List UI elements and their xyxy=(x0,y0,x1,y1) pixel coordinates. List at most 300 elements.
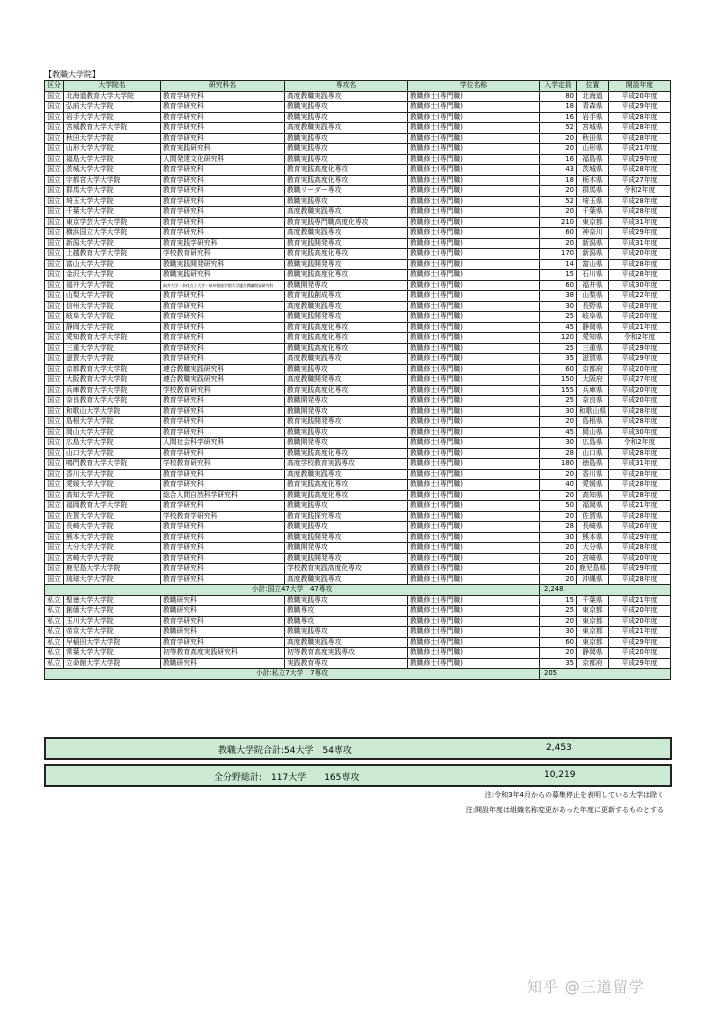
table-row xyxy=(45,217,671,228)
cell-department: 教育学研究科 xyxy=(161,406,285,417)
cell-degree: 教職修士(専門職) xyxy=(408,490,540,501)
cell-capacity: 20 xyxy=(540,616,577,627)
cell-year: 平成27年度 xyxy=(609,375,671,386)
cell-kubun: 国立 xyxy=(45,354,64,365)
cell-major: 教職実践専攻 xyxy=(285,522,408,533)
cell-kubun: 私立 xyxy=(45,627,64,638)
cell-capacity: 60 xyxy=(540,228,577,239)
cell-location: 愛知県 xyxy=(577,333,609,344)
cell-degree: 教職修士(専門職) xyxy=(408,291,540,302)
cell-kubun: 私立 xyxy=(45,616,64,627)
total-kyoshoku-label: 教職大学院合計:54大学 54専攻 xyxy=(218,746,352,756)
national-rows xyxy=(45,91,671,585)
cell-university: 茨城大学大学院 xyxy=(64,165,161,176)
subtotal-row-private xyxy=(45,669,671,680)
cell-location: 埼玉県 xyxy=(577,196,609,207)
cell-capacity: 15 xyxy=(540,270,577,281)
table-row xyxy=(45,459,671,470)
cell-university: 愛媛大学大学院 xyxy=(64,480,161,491)
cell-capacity: 20 xyxy=(540,564,577,575)
cell-capacity: 60 xyxy=(540,637,577,648)
cell-university: 信州大学大学院 xyxy=(64,301,161,312)
cell-capacity: 18 xyxy=(540,175,577,186)
cell-degree: 教職修士(専門職) xyxy=(408,217,540,228)
cell-location: 長崎県 xyxy=(577,522,609,533)
cell-capacity: 20 xyxy=(540,144,577,155)
cell-department: 学校教育研究科 xyxy=(161,459,285,470)
cell-degree: 教職修士(専門職) xyxy=(408,459,540,470)
cell-university: 宮崎大学大学院 xyxy=(64,553,161,564)
cell-major: 教育実践高度化専攻 xyxy=(285,480,408,491)
cell-capacity: 30 xyxy=(540,406,577,417)
cell-year: 平成20年度 xyxy=(609,553,671,564)
cell-location: 東京都 xyxy=(577,606,609,617)
cell-major: 教育実践高度化専攻 xyxy=(285,165,408,176)
cell-major: 教職実践専攻 xyxy=(285,427,408,438)
total-kyoshoku-value: 2,453 xyxy=(546,743,572,753)
cell-capacity: 14 xyxy=(540,259,577,270)
cell-major: 教職専攻 xyxy=(285,616,408,627)
cell-department: 教育学研究科 xyxy=(161,322,285,333)
cell-department: 総合人間自然科学研究科 xyxy=(161,490,285,501)
cell-major: 高度学校教育実践専攻 xyxy=(285,459,408,470)
cell-degree: 教職修士(専門職) xyxy=(408,448,540,459)
table-row xyxy=(45,175,671,186)
cell-major: 教職実践専攻 xyxy=(285,112,408,123)
cell-year: 令和2年度 xyxy=(609,333,671,344)
cell-year: 平成21年度 xyxy=(609,501,671,512)
cell-kubun: 国立 xyxy=(45,91,64,102)
cell-major: 教職実践専攻 xyxy=(285,364,408,375)
cell-degree: 教職修士(専門職) xyxy=(408,259,540,270)
cell-capacity: 180 xyxy=(540,459,577,470)
table-row xyxy=(45,354,671,365)
cell-year: 平成20年度 xyxy=(609,616,671,627)
cell-major: 教育実践専門職高度化専攻 xyxy=(285,217,408,228)
cell-degree: 教職修士(専門職) xyxy=(408,595,540,606)
cell-university: 秋田大学大学院 xyxy=(64,133,161,144)
cell-department: 教育学研究科 xyxy=(161,91,285,102)
cell-capacity: 20 xyxy=(540,469,577,480)
cell-location: 千葉県 xyxy=(577,207,609,218)
table-row xyxy=(45,343,671,354)
cell-department: 人間発達文化研究科 xyxy=(161,154,285,165)
cell-year: 平成20年度 xyxy=(609,648,671,659)
cell-year: 平成28年度 xyxy=(609,301,671,312)
table-row xyxy=(45,123,671,134)
cell-university: 山梨大学大学院 xyxy=(64,291,161,302)
cell-department: 教育学研究科 xyxy=(161,228,285,239)
cell-major: 教職実践高度化専攻 xyxy=(285,343,408,354)
cell-year: 平成29年度 xyxy=(609,343,671,354)
cell-year: 平成28年度 xyxy=(609,133,671,144)
total-all-label: 全分野総計: 117大学 165専攻 xyxy=(214,773,360,783)
cell-degree: 教職修士(専門職) xyxy=(408,375,540,386)
cell-major: 教職開発専攻 xyxy=(285,396,408,407)
cell-capacity: 45 xyxy=(540,427,577,438)
table-row xyxy=(45,406,671,417)
cell-degree: 教職修士(専門職) xyxy=(408,637,540,648)
cell-location: 長野県 xyxy=(577,301,609,312)
cell-capacity: 155 xyxy=(540,385,577,396)
cell-major: 教職開発専攻 xyxy=(285,406,408,417)
cell-location: 青森県 xyxy=(577,102,609,113)
cell-department: 教職研究科 xyxy=(161,606,285,617)
cell-university: 岡山大学大学院 xyxy=(64,427,161,438)
cell-kubun: 国立 xyxy=(45,175,64,186)
cell-degree: 教職修士(専門職) xyxy=(408,469,540,480)
table-row xyxy=(45,658,671,669)
cell-department: 教育学研究科 xyxy=(161,175,285,186)
cell-university: 三重大学大学院 xyxy=(64,343,161,354)
subtotal-national-value: 2,248 xyxy=(540,585,671,596)
table-row xyxy=(45,501,671,512)
cell-major: 実践教育専攻 xyxy=(285,658,408,669)
cell-capacity: 28 xyxy=(540,448,577,459)
cell-degree: 教職修士(専門職) xyxy=(408,207,540,218)
cell-capacity: 30 xyxy=(540,301,577,312)
cell-capacity: 150 xyxy=(540,375,577,386)
cell-department: 教育学研究科 xyxy=(161,354,285,365)
cell-location: 静岡県 xyxy=(577,648,609,659)
cell-year: 令和2年度 xyxy=(609,186,671,197)
cell-university: 聖徳大学大学院 xyxy=(64,595,161,606)
cell-university: 奈良教育大学大学院 xyxy=(64,396,161,407)
cell-capacity: 30 xyxy=(540,438,577,449)
cell-location: 東京都 xyxy=(577,616,609,627)
cell-degree: 教職修士(専門職) xyxy=(408,417,540,428)
cell-department: 教育学研究科 xyxy=(161,196,285,207)
header-major: 専攻名 xyxy=(285,81,408,92)
table-row xyxy=(45,154,671,165)
cell-major: 教育実践高度化専攻 xyxy=(285,175,408,186)
cell-major: 教育実践開発専攻 xyxy=(285,417,408,428)
cell-department: 教職実践開発研究科 xyxy=(161,259,285,270)
cell-year: 平成22年度 xyxy=(609,291,671,302)
cell-kubun: 国立 xyxy=(45,480,64,491)
section-title: 【教職大学院】 xyxy=(44,70,100,79)
cell-department: 教育学研究科 xyxy=(161,532,285,543)
cell-major: 教職開発専攻 xyxy=(285,438,408,449)
cell-year: 平成31年度 xyxy=(609,217,671,228)
cell-year: 平成20年度 xyxy=(609,91,671,102)
cell-degree: 教職修士(専門職) xyxy=(408,564,540,575)
cell-department: 初等教育高度実践研究科 xyxy=(161,648,285,659)
cell-major: 高度教職実践専攻 xyxy=(285,123,408,134)
cell-year: 平成26年度 xyxy=(609,522,671,533)
cell-department: 教育学研究科 xyxy=(161,522,285,533)
cell-location: 東京都 xyxy=(577,217,609,228)
cell-major: 教職実践専攻 xyxy=(285,144,408,155)
cell-degree: 教職修士(専門職) xyxy=(408,196,540,207)
cell-kubun: 国立 xyxy=(45,543,64,554)
table-row xyxy=(45,543,671,554)
table-row xyxy=(45,469,671,480)
cell-kubun: 国立 xyxy=(45,301,64,312)
cell-major: 教育実践開発専攻 xyxy=(285,238,408,249)
cell-kubun: 国立 xyxy=(45,154,64,165)
cell-kubun: 国立 xyxy=(45,291,64,302)
cell-department: 教育学研究科 xyxy=(161,343,285,354)
header-capacity: 入学定員 xyxy=(540,81,577,92)
table-row xyxy=(45,595,671,606)
cell-department: 教育学研究科 xyxy=(161,574,285,585)
cell-capacity: 210 xyxy=(540,217,577,228)
cell-university: 熊本大学大学院 xyxy=(64,532,161,543)
cell-kubun: 国立 xyxy=(45,448,64,459)
cell-department: 教育学研究科 xyxy=(161,207,285,218)
cell-major: 教職専攻 xyxy=(285,606,408,617)
table-row xyxy=(45,133,671,144)
table-row xyxy=(45,102,671,113)
cell-university: 上越教育大学大学院 xyxy=(64,249,161,260)
cell-capacity: 20 xyxy=(540,574,577,585)
header-kubun: 区分 xyxy=(45,81,64,92)
cell-kubun: 私立 xyxy=(45,658,64,669)
cell-major: 教育実践高度化専攻 xyxy=(285,249,408,260)
cell-kubun: 国立 xyxy=(45,259,64,270)
cell-kubun: 国立 xyxy=(45,459,64,470)
cell-year: 平成28年度 xyxy=(609,165,671,176)
cell-location: 熊本県 xyxy=(577,532,609,543)
cell-location: 島根県 xyxy=(577,417,609,428)
cell-capacity: 60 xyxy=(540,364,577,375)
cell-kubun: 国立 xyxy=(45,102,64,113)
cell-capacity: 30 xyxy=(540,627,577,638)
table-row xyxy=(45,249,671,260)
cell-university: 金沢大学大学院 xyxy=(64,270,161,281)
cell-university: 広島大学大学院 xyxy=(64,438,161,449)
cell-university: 宮城教育大学大学院 xyxy=(64,123,161,134)
cell-university: 福岡教育大学大学院 xyxy=(64,501,161,512)
cell-capacity: 16 xyxy=(540,112,577,123)
cell-year: 平成27年度 xyxy=(609,175,671,186)
cell-major: 教育実践探究専攻 xyxy=(285,511,408,522)
cell-year: 平成29年度 xyxy=(609,564,671,575)
total-kyoshoku-box xyxy=(44,737,672,760)
cell-location: 愛媛県 xyxy=(577,480,609,491)
cell-department: 教育学研究科 xyxy=(161,291,285,302)
cell-capacity: 35 xyxy=(540,658,577,669)
header-location: 位置 xyxy=(577,81,609,92)
cell-kubun: 国立 xyxy=(45,144,64,155)
cell-department: 教職研究科 xyxy=(161,627,285,638)
cell-location: 和歌山県 xyxy=(577,406,609,417)
cell-year: 平成31年度 xyxy=(609,459,671,470)
subtotal-private-label: 小計:私立7大学 7専攻 xyxy=(45,669,540,680)
cell-location: 新潟県 xyxy=(577,238,609,249)
cell-department: 教育学研究科 xyxy=(161,123,285,134)
cell-department: 教職実践研究科 xyxy=(161,270,285,281)
cell-major: 教育実践高度化専攻 xyxy=(285,385,408,396)
national-subtotal xyxy=(45,585,671,596)
cell-university: 千葉大学大学院 xyxy=(64,207,161,218)
table-row xyxy=(45,396,671,407)
cell-capacity: 43 xyxy=(540,165,577,176)
cell-university: 長崎大学大学院 xyxy=(64,522,161,533)
cell-kubun: 国立 xyxy=(45,490,64,501)
note-2: 注:開設年度は組織名称変更があった年度に更新するものとする xyxy=(465,806,664,814)
header-university: 大学院名 xyxy=(64,81,161,92)
cell-university: 鳴門教育大学大学院 xyxy=(64,459,161,470)
cell-capacity: 120 xyxy=(540,333,577,344)
cell-capacity: 16 xyxy=(540,154,577,165)
cell-kubun: 国立 xyxy=(45,186,64,197)
cell-location: 石川県 xyxy=(577,270,609,281)
cell-major: 教職実践開発専攻 xyxy=(285,312,408,323)
cell-degree: 教職修士(専門職) xyxy=(408,438,540,449)
cell-department: 教職研究科 xyxy=(161,595,285,606)
cell-degree: 教職修士(専門職) xyxy=(408,396,540,407)
cell-capacity: 80 xyxy=(540,91,577,102)
cell-year: 平成28年度 xyxy=(609,123,671,134)
cell-department: 教育学研究科 xyxy=(161,637,285,648)
cell-kubun: 国立 xyxy=(45,574,64,585)
cell-department: 教育学研究科 xyxy=(161,396,285,407)
table-row xyxy=(45,522,671,533)
cell-kubun: 私立 xyxy=(45,606,64,617)
cell-capacity: 15 xyxy=(540,595,577,606)
cell-capacity: 25 xyxy=(540,606,577,617)
cell-kubun: 私立 xyxy=(45,648,64,659)
cell-location: 福井県 xyxy=(577,280,609,291)
cell-kubun: 国立 xyxy=(45,532,64,543)
cell-university: 兵庫教育大学大学院 xyxy=(64,385,161,396)
cell-capacity: 20 xyxy=(540,648,577,659)
cell-department: 福井大学・奈良女子大学・岐阜聖徳学園大学連合教職開発研究科 xyxy=(161,280,285,291)
table-row xyxy=(45,574,671,585)
cell-year: 平成29年度 xyxy=(609,658,671,669)
cell-capacity: 45 xyxy=(540,322,577,333)
cell-major: 教職実践専攻 xyxy=(285,196,408,207)
cell-location: 東京都 xyxy=(577,637,609,648)
table-row xyxy=(45,91,671,102)
table-row xyxy=(45,322,671,333)
table-row xyxy=(45,112,671,123)
cell-major: 高度教職実践専攻 xyxy=(285,301,408,312)
table-row xyxy=(45,438,671,449)
cell-capacity: 40 xyxy=(540,480,577,491)
cell-department: 教育学研究科 xyxy=(161,427,285,438)
cell-degree: 教職修士(専門職) xyxy=(408,228,540,239)
cell-year: 平成28年度 xyxy=(609,448,671,459)
private-subtotal xyxy=(45,669,671,680)
cell-year: 平成21年度 xyxy=(609,144,671,155)
cell-university: 横浜国立大学大学院 xyxy=(64,228,161,239)
cell-location: 大阪府 xyxy=(577,375,609,386)
cell-university: 山形大学大学院 xyxy=(64,144,161,155)
cell-location: 香川県 xyxy=(577,469,609,480)
cell-location: 山口県 xyxy=(577,448,609,459)
cell-degree: 教職修士(専門職) xyxy=(408,165,540,176)
cell-university: 鹿児島大学大学院 xyxy=(64,564,161,575)
table-row xyxy=(45,532,671,543)
cell-capacity: 50 xyxy=(540,501,577,512)
cell-kubun: 国立 xyxy=(45,564,64,575)
cell-department: 教育学研究科 xyxy=(161,448,285,459)
table-row xyxy=(45,511,671,522)
table-row xyxy=(45,417,671,428)
cell-department: 教育学研究科 xyxy=(161,165,285,176)
cell-year: 平成28年度 xyxy=(609,417,671,428)
cell-department: 教育学研究科 xyxy=(161,564,285,575)
cell-major: 教職実践開発専攻 xyxy=(285,259,408,270)
table-row xyxy=(45,228,671,239)
cell-capacity: 20 xyxy=(540,490,577,501)
cell-location: 山形県 xyxy=(577,144,609,155)
cell-department: 教育学研究科 xyxy=(161,312,285,323)
cell-degree: 教職修士(専門職) xyxy=(408,270,540,281)
cell-major: 教職実践高度化専攻 xyxy=(285,490,408,501)
cell-kubun: 国立 xyxy=(45,406,64,417)
table-row xyxy=(45,606,671,617)
cell-year: 平成20年度 xyxy=(609,385,671,396)
cell-location: 三重県 xyxy=(577,343,609,354)
cell-degree: 教職修士(専門職) xyxy=(408,501,540,512)
cell-major: 教職実践専攻 xyxy=(285,501,408,512)
cell-department: 学校教育研究科 xyxy=(161,249,285,260)
cell-degree: 教職修士(専門職) xyxy=(408,406,540,417)
cell-kubun: 国立 xyxy=(45,385,64,396)
cell-major: 高度教職実践専攻 xyxy=(285,207,408,218)
cell-location: 佐賀県 xyxy=(577,511,609,522)
table-row xyxy=(45,207,671,218)
cell-capacity: 25 xyxy=(540,312,577,323)
cell-degree: 教職修士(専門職) xyxy=(408,343,540,354)
cell-university: 京都教育大学大学院 xyxy=(64,364,161,375)
cell-capacity: 52 xyxy=(540,196,577,207)
cell-major: 教職実践専攻 xyxy=(285,627,408,638)
cell-capacity: 20 xyxy=(540,543,577,554)
cell-degree: 教職修士(専門職) xyxy=(408,312,540,323)
cell-year: 平成28年度 xyxy=(609,196,671,207)
cell-major: 高度教職実践専攻 xyxy=(285,574,408,585)
cell-major: 高度教職実践専攻 xyxy=(285,91,408,102)
cell-degree: 教職修士(専門職) xyxy=(408,280,540,291)
cell-capacity: 20 xyxy=(540,417,577,428)
cell-kubun: 国立 xyxy=(45,501,64,512)
cell-location: 岩手県 xyxy=(577,112,609,123)
cell-university: 東京学芸大学大学院 xyxy=(64,217,161,228)
cell-location: 福岡県 xyxy=(577,501,609,512)
cell-year: 平成30年度 xyxy=(609,280,671,291)
cell-kubun: 国立 xyxy=(45,228,64,239)
cell-capacity: 20 xyxy=(540,186,577,197)
cell-kubun: 国立 xyxy=(45,238,64,249)
cell-year: 平成20年度 xyxy=(609,606,671,617)
cell-kubun: 国立 xyxy=(45,112,64,123)
cell-kubun: 国立 xyxy=(45,417,64,428)
cell-degree: 教職修士(専門職) xyxy=(408,322,540,333)
cell-capacity: 52 xyxy=(540,123,577,134)
cell-location: 秋田県 xyxy=(577,133,609,144)
cell-kubun: 国立 xyxy=(45,511,64,522)
cell-department: 教育学研究科 xyxy=(161,186,285,197)
cell-year: 平成29年度 xyxy=(609,228,671,239)
cell-year: 平成28年度 xyxy=(609,574,671,585)
cell-university: 大阪教育大学大学院 xyxy=(64,375,161,386)
cell-university: 福島大学大学院 xyxy=(64,154,161,165)
table-row xyxy=(45,280,671,291)
cell-degree: 教職修士(専門職) xyxy=(408,532,540,543)
cell-degree: 教職修士(専門職) xyxy=(408,333,540,344)
cell-degree: 教職修士(専門職) xyxy=(408,543,540,554)
cell-department: 連合教職実践研究科 xyxy=(161,364,285,375)
subtotal-row-national xyxy=(45,585,671,596)
cell-kubun: 国立 xyxy=(45,123,64,134)
cell-location: 福島県 xyxy=(577,154,609,165)
subtotal-private-value: 205 xyxy=(540,669,671,680)
